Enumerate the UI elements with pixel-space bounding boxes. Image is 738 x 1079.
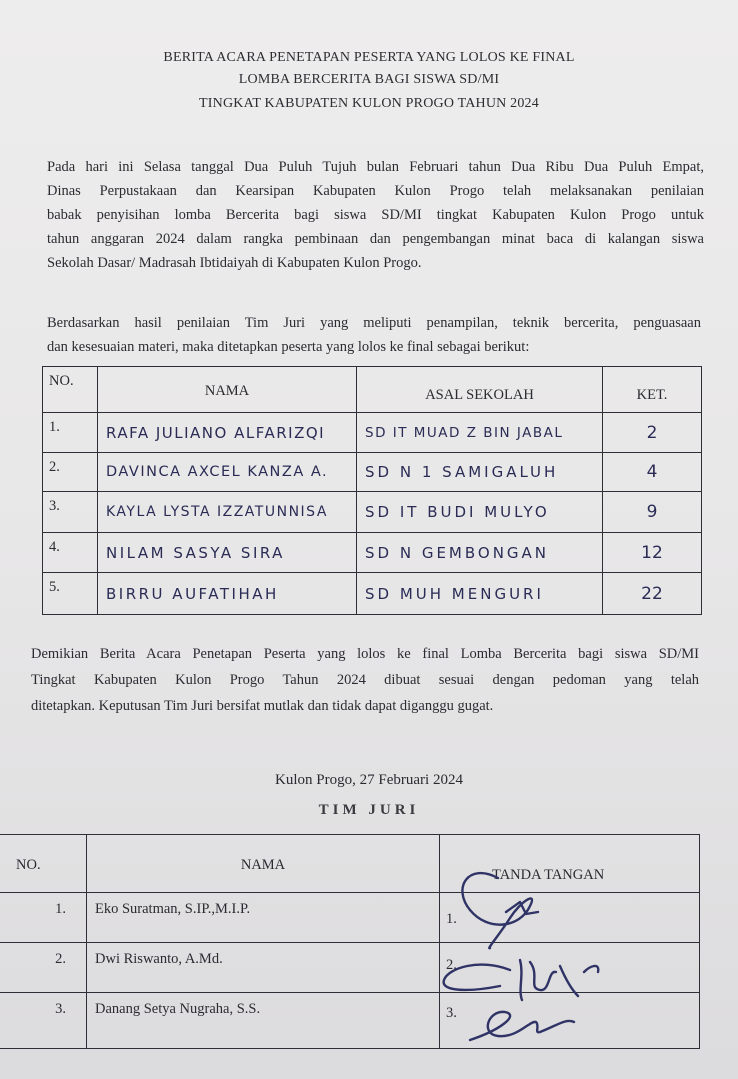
place-date: Kulon Progo, 27 Februari 2024 [275, 772, 463, 788]
jury-row-no: 2. [0, 943, 87, 993]
row-no: 4. [43, 533, 98, 573]
intro-line: Pada hari ini Selasa tanggal Dua Puluh Tujuh bulan Februari tahun Dua Ribu Dua Puluh Empat, [47, 159, 704, 175]
intro-line: Sekolah Dasar/ Madrasah Ibtidaiyah di Kabupaten Kulon Progo. [47, 255, 422, 271]
participant-name: RAFA JULIANO ALFARIZQI [98, 413, 357, 453]
closing-line: Tingkat Kabupaten Kulon Progo Tahun 2024 dibuat sesuai dengan pedoman yang telah [31, 672, 699, 688]
col-name-header: NAMA [98, 367, 357, 413]
closing-line: ditetapkan. Keputusan Tim Juri bersifat mutlak dan tidak dapat diganggu gugat. [31, 698, 494, 714]
table-row [43, 453, 702, 492]
participant-school: SD N GEMBONGAN [357, 533, 603, 573]
row-no: 1. [43, 413, 98, 453]
table-row [43, 533, 702, 573]
basis-line: dan kesesuaian materi, maka ditetapkan peserta yang lolos ke final sebagai berikut: [47, 339, 530, 355]
jury-table [0, 834, 700, 1049]
participant-note: 9 [603, 492, 702, 533]
table-row [0, 893, 700, 943]
row-no: 3. [43, 492, 98, 533]
participant-school: SD N 1 SAMIGALUH [357, 453, 603, 492]
col-school-header: ASAL SEKOLAH [357, 367, 603, 413]
jury-col-signature-header: TANDA TANGAN [440, 835, 700, 893]
header-line-3: TINGKAT KABUPATEN KULON PROGO TAHUN 2024 [199, 96, 539, 111]
participant-school: SD IT BUDI MULYO [357, 492, 603, 533]
jury-header-row [0, 835, 700, 893]
jury-title: TIM JURI [318, 802, 420, 818]
header-line-2: LOMBA BERCERITA BAGI SISWA SD/MI [238, 72, 500, 87]
table-row [43, 492, 702, 533]
jury-row-no: 3. [0, 993, 87, 1049]
jury-row-no: 1. [0, 893, 87, 943]
participant-name: KAYLA LYSTA IZZATUNNISA [98, 492, 357, 533]
header-line-1: BERITA ACARA PENETAPAN PESERTA YANG LOLOS KE FINAL [163, 50, 575, 65]
intro-line: tahun anggaran 2024 dalam rangka pembinaan dan pengembangan minat baca di kalangan siswa [47, 231, 704, 247]
intro-line: Dinas Perpustakaan dan Kearsipan Kabupaten Kulon Progo telah melaksanakan penilaian [47, 183, 704, 199]
jury-col-no-header: NO. [0, 835, 87, 893]
participant-note: 22 [603, 573, 702, 615]
participant-name: DAVINCA AXCEL KANZA A. [98, 453, 357, 492]
jury-col-name-header: NAMA [87, 835, 440, 893]
table-row [43, 413, 702, 453]
participant-note: 4 [603, 453, 702, 492]
row-no: 5. [43, 573, 98, 615]
jury-signature-cell: 2. [440, 943, 700, 993]
col-note-header: KET. [603, 367, 702, 413]
basis-paragraph [47, 311, 701, 359]
closing-paragraph [31, 641, 699, 719]
table-row [43, 573, 702, 615]
participant-school: SD MUH MENGURI [357, 573, 603, 615]
participant-name: BIRRU AUFATIHAH [98, 573, 357, 615]
intro-paragraph [47, 155, 704, 275]
table-row [0, 993, 700, 1049]
jury-name: Eko Suratman, S.IP.,M.I.P. [87, 893, 440, 943]
finalists-table [42, 366, 702, 615]
participant-note: 12 [603, 533, 702, 573]
intro-line: babak penyisihan lomba Bercerita bagi siswa SD/MI tingkat Kabupaten Kulon Progo untuk [47, 207, 704, 223]
col-no-header: NO. [43, 367, 98, 413]
participant-note: 2 [603, 413, 702, 453]
jury-name: Danang Setya Nugraha, S.S. [87, 993, 440, 1049]
basis-line: Berdasarkan hasil penilaian Tim Juri yang meliputi penampilan, teknik bercerita, penguasaan [47, 315, 701, 331]
closing-line: Demikian Berita Acara Penetapan Peserta yang lolos ke final Lomba Bercerita bagi siswa SD/MI [31, 646, 699, 662]
participant-name: NILAM SASYA SIRA [98, 533, 357, 573]
table-row [0, 943, 700, 993]
row-no: 2. [43, 453, 98, 492]
jury-signature-cell: 3. [440, 993, 700, 1049]
finalists-header-row [43, 367, 702, 413]
jury-name: Dwi Riswanto, A.Md. [87, 943, 440, 993]
participant-school: SD IT MUAD Z BIN JABAL [357, 413, 603, 453]
jury-signature-cell: 1. [440, 893, 700, 943]
